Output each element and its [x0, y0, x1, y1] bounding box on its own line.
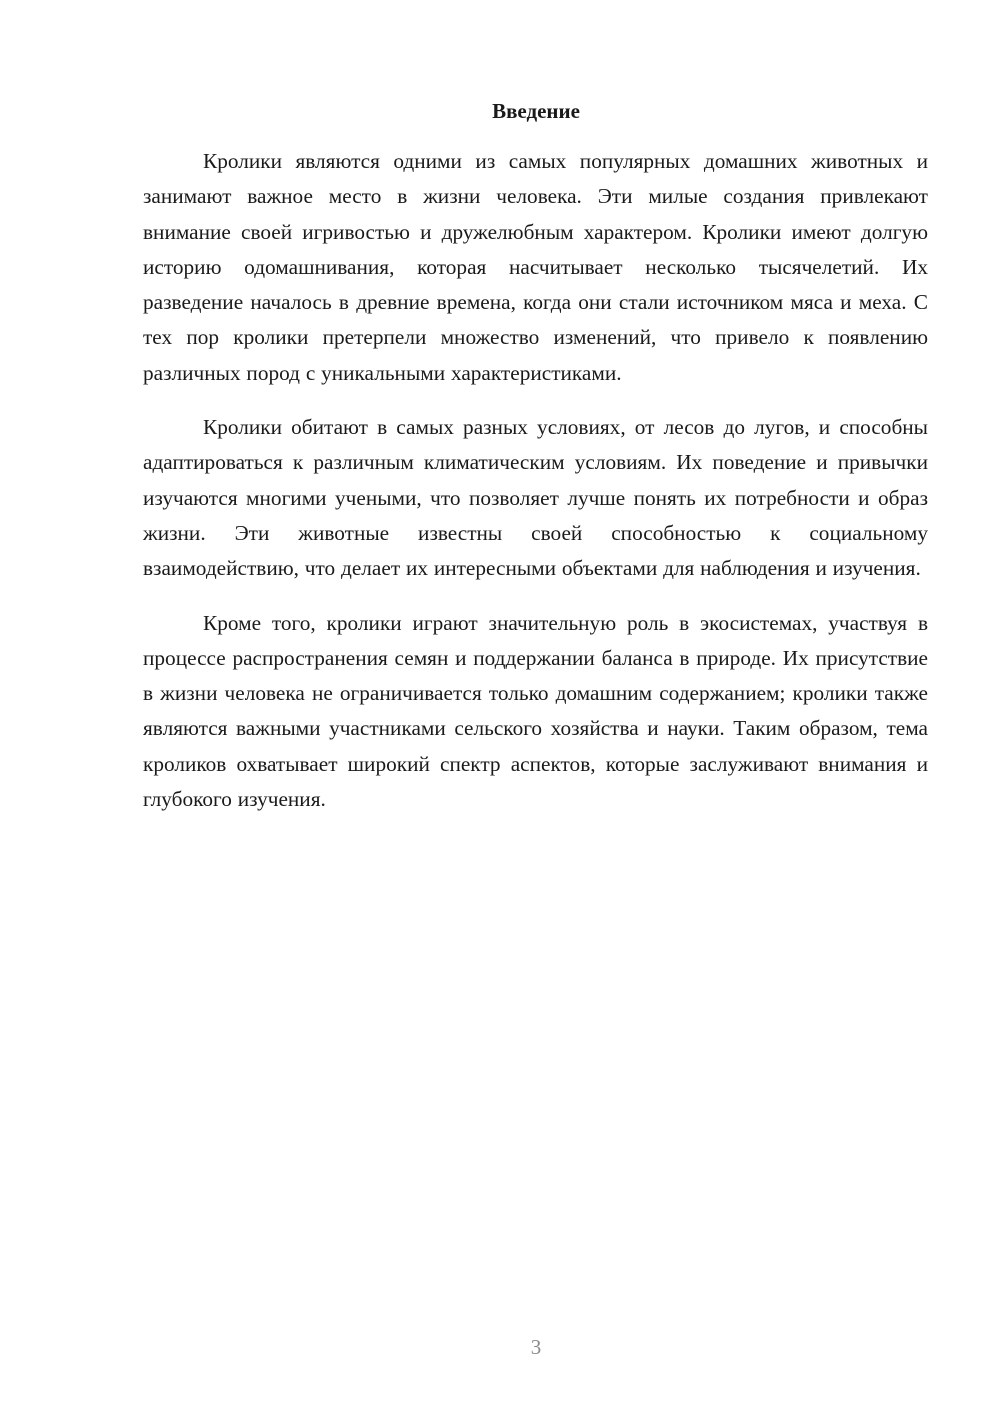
body-text [143, 144, 928, 836]
page-number: 3 [530, 1335, 542, 1359]
paragraph-1: Кролики являются одними из самых популярных домашних животных и занимают важное место в жизни человека. Эти милые создания привлекают внимание своей игривостью и дружелюбным характером. Кролики имеют долгую историю одомашнивания, которая насчитывает несколько тысячелетий. Их разведение началось в древние времена, когда они стали источником мяса и меха. С тех пор кролики претерпели множество изменений, что привело к появлению различных пород с уникальными характеристиками. [143, 149, 928, 385]
paragraph-2: Кролики обитают в самых разных условиях, от лесов до лугов, и способны адаптироваться к различным климатическим условиям. Их поведение и привычки изучаются многими учеными, что позволяет лучше понять их потребности и образ жизни. Эти животные известны своей способностью к социальному взаимодействию, что делает их интересными объектами для наблюдения и изучения. [143, 415, 928, 581]
paragraph-3: Кроме того, кролики играют значительную роль в экосистемах, участвуя в процессе распространения семян и поддержании баланса в природе. Их присутствие в жизни человека не ограничивается только домашним содержанием; кролики также являются важными участниками сельского хозяйства и науки. Таким образом, тема кроликов охватывает широкий спектр аспектов, которые заслуживают внимания и глубокого изучения. [143, 610, 928, 812]
section-title: Введение [492, 99, 580, 123]
